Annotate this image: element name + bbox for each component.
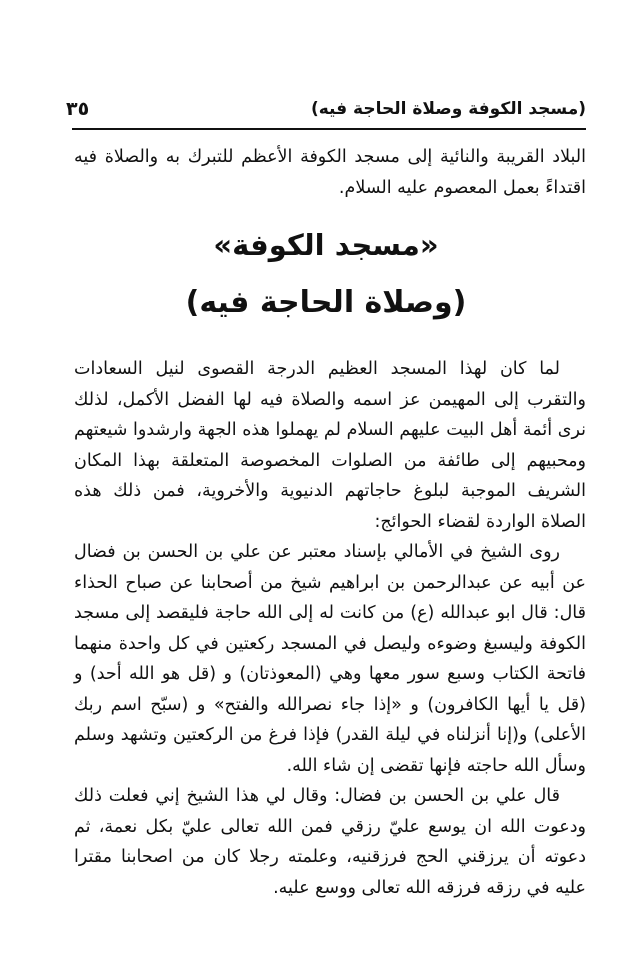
body-text bbox=[74, 354, 586, 903]
page-header bbox=[66, 92, 586, 126]
body-paragraph: قال علي بن الحسن بن فضال: وقال لي هذا الشيخ إني فعلت ذلك ودعوت الله ان يوسع عليّ رزقي فمن الله تعالى عليّ بكل نعمة، ثم دعوته أن يرزقني الحج فرزقنيه، وعلمته رجلا كان من اصحابنا مقترا عليه في رزقه فرزقه الله تعالى ووسع عليه. bbox=[74, 786, 586, 898]
body-paragraph: روى الشيخ في الأمالي بإسناد معتبر عن علي بن الحسن بن فضال عن أبيه عن عبدالرحمن بن ابراهيم شيخ من أصحابنا عن صباح الحذاء قال: قال ابو عبدالله (ع) من كانت له إلى الله حاجة فليقصد إلى مسجد الكوفة وليسبغ وضوءه وليصل في المسجد ركعتين في كل واحدة منهما فاتحة الكتاب وسبع سور معها وهي (المعوذتان) و (قل هو الله أحد) و (قل يا أيها الكافرون) و «إذا جاء نصرالله والفتح» و (سبّح اسم ربك الأعلى) و(إنا أنزلناه في ليلة القدر) فإذا فرغ من الركعتين وتشهد وسلم وسأل الله حاجته فإنها تقضى إن شاء الله. bbox=[74, 542, 586, 776]
intro-paragraph-block bbox=[74, 142, 586, 203]
section-subtitle: (وصلاة الحاجة فيه) bbox=[185, 285, 467, 320]
header-rule bbox=[72, 128, 586, 130]
body-paragraph: لما كان لهذا المسجد العظيم الدرجة القصوى لنيل السعادات والتقرب إلى المهيمن عز اسمه والصلاة فيه لها الفضل الأكمل، لذلك نرى أئمة أهل البيت عليهم السلام لم يهملوا هذه الجهة وارشدوا شيعتهم ومحبيهم إلى طائفة من الصلوات المخصوصة المتعلقة بهذا المكان الشريف الموجبة لبلوغ حاجاتهم الدنيوية والأخروية، فمن ذلك هذه الصلاة الواردة لقضاء الحوائج: bbox=[74, 359, 586, 532]
running-title: (مسجد الكوفة وصلاة الحاجة فيه) bbox=[310, 99, 586, 119]
section-title: «مسجد الكوفة» bbox=[213, 228, 439, 262]
intro-paragraph: البلاد القريبة والنائية إلى مسجد الكوفة الأعظم للتبرك به والصلاة فيه اقتداءً بعمل المعصوم عليه السلام. bbox=[74, 147, 586, 198]
page-number: ٣٥ bbox=[66, 98, 90, 120]
